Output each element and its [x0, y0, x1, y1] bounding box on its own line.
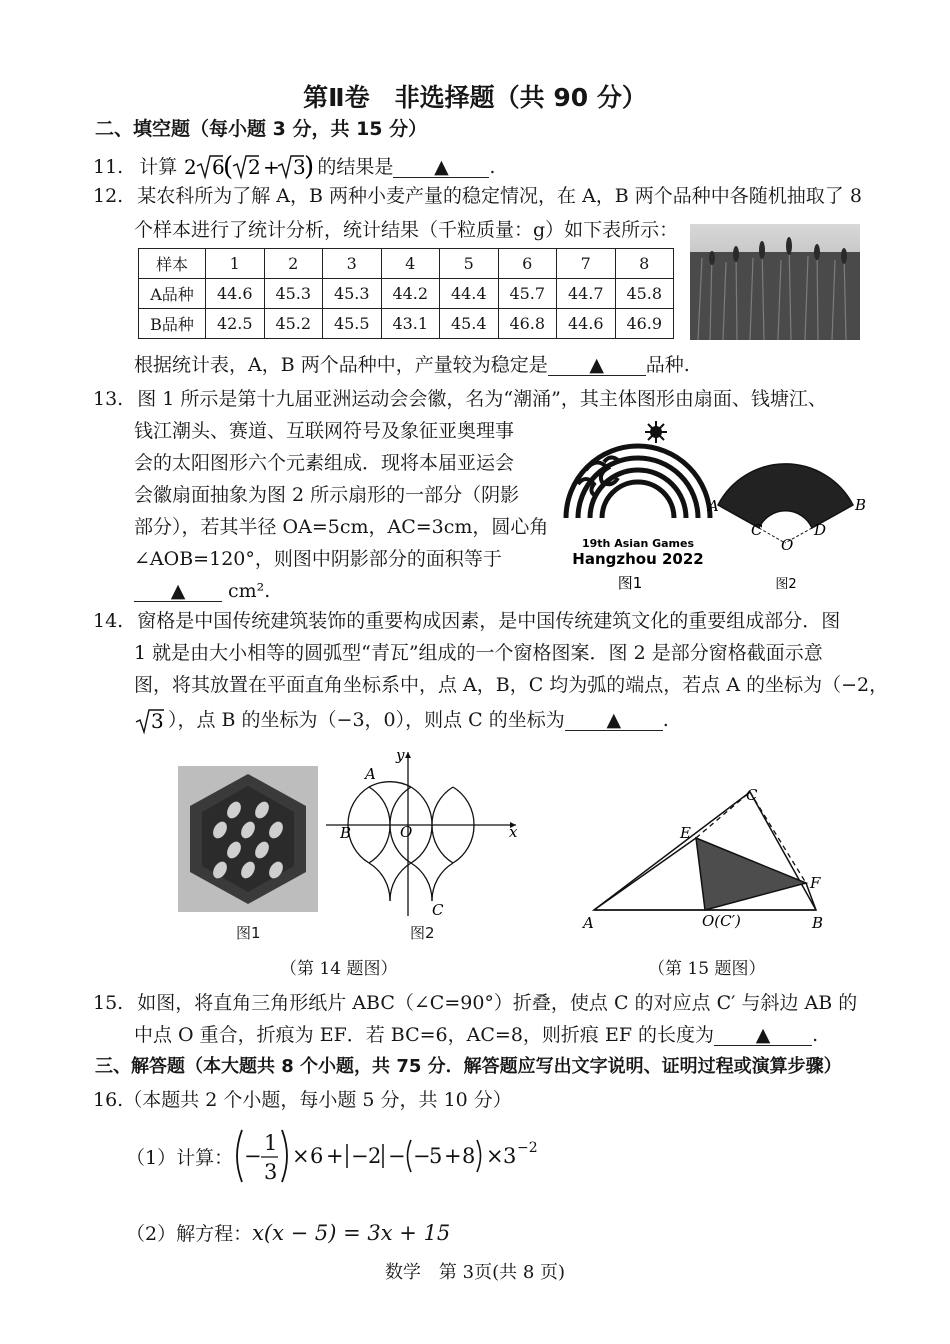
table-cell: 44.7	[557, 279, 616, 309]
question-number: 12.	[93, 185, 124, 207]
question-number: 14.	[93, 610, 124, 632]
window-lattice-photo	[178, 766, 318, 912]
q11-end: .	[489, 156, 496, 178]
label-x: x	[509, 823, 518, 841]
table-header-cell: 4	[381, 249, 440, 279]
figure-caption-q14: （第 14 题图）	[280, 959, 398, 979]
logo-text-1: 19th Asian Games	[581, 537, 695, 550]
label-A: A	[583, 914, 594, 932]
svg-text:5: 5	[429, 1144, 443, 1168]
svg-text:3: 3	[151, 709, 164, 733]
table-cell: 45.3	[264, 279, 323, 309]
q16-part1-label: （1）计算：	[126, 1147, 234, 1169]
answer-mark: ▲	[606, 709, 622, 731]
label-B: B	[812, 914, 824, 932]
label-O-C-prime: O(C′)	[702, 912, 741, 930]
q13-text-7	[134, 580, 270, 602]
label-A: A	[365, 765, 376, 783]
fan-stripes	[566, 446, 710, 518]
sector-figure	[706, 455, 866, 595]
table-cell: 45.8	[615, 279, 674, 309]
label-C: C	[746, 786, 758, 804]
svg-text:2: 2	[184, 155, 198, 179]
svg-text:−: −	[388, 1144, 406, 1168]
q13-unit: cm².	[228, 580, 271, 602]
q14-text-1: 窗格是中国传统建筑装饰的重要构成因素，是中国传统建筑文化的重要组成部分．图	[137, 610, 841, 632]
q12-text-3-pre: 根据统计表，A，B 两个品种中，产量较为稳定是	[134, 354, 548, 376]
wheat-field-photo	[690, 224, 860, 340]
table-header-cell: 5	[440, 249, 499, 279]
q15-text-2	[134, 1024, 818, 1046]
table-row	[139, 279, 674, 309]
table-header-cell: 2	[264, 249, 323, 279]
fig-caption: 图2	[410, 924, 435, 942]
section-heading-fill-in: 二、填空题（每小题 3 分，共 15 分）	[95, 118, 428, 140]
question-number: 16.	[93, 1089, 124, 1111]
answer-blank-q15	[714, 1025, 812, 1046]
answer-blank-q11	[393, 157, 489, 178]
table-cell: A品种	[139, 279, 206, 309]
q15-text-2-pre: 中点 O 重合，折痕为 EF．若 BC=6，AC=8，则折痕 EF 的长度为	[134, 1024, 715, 1046]
svg-text:1: 1	[264, 1131, 278, 1155]
question-number: 15.	[93, 992, 124, 1014]
q12-text-2: 个样本进行了统计分析，统计结果（千粒质量：g）如下表所示：	[134, 219, 679, 241]
q12-text-1: 某农科所为了解 A，B 两种小麦产量的稳定情况，在 A，B 两个品种中各随机抽取了 8	[137, 185, 862, 207]
label-F: F	[810, 874, 821, 892]
answer-mark: ▲	[170, 580, 186, 602]
sun-icon	[645, 421, 667, 443]
table-header-cell: 样本	[139, 249, 206, 279]
q11-pre: 计算	[139, 156, 178, 178]
q16-part1-expression	[230, 1122, 538, 1192]
q12-text-3	[134, 354, 690, 376]
table-header-cell: 7	[557, 249, 616, 279]
q11-expression	[183, 152, 315, 182]
answer-mark: ▲	[434, 156, 449, 178]
q15-end: .	[812, 1024, 819, 1046]
table-cell: 44.6	[206, 279, 265, 309]
svg-text:−: −	[244, 1144, 262, 1168]
q13-text-5: 部分），若其半径 OA=5cm，AC=3cm，圆心角	[134, 516, 549, 538]
table-cell: 45.3	[323, 279, 382, 309]
svg-text:×: ×	[486, 1144, 504, 1168]
table-header-cell: 8	[615, 249, 674, 279]
question-16-head	[93, 1089, 512, 1111]
label-A: A	[708, 497, 719, 515]
question-11	[93, 152, 495, 182]
table-header-cell: 1	[206, 249, 265, 279]
label-O: O	[400, 823, 413, 841]
table-cell: 46.8	[498, 309, 557, 339]
svg-text:−: −	[351, 1144, 369, 1168]
q13-text-3: 会的太阳图形六个元素组成．现将本届亚运会	[134, 452, 515, 474]
asian-games-logo-figure	[560, 418, 720, 598]
arc-petals	[348, 782, 474, 901]
svg-text:×: ×	[292, 1144, 310, 1168]
fig-caption: 图2	[775, 577, 797, 592]
svg-text:3: 3	[293, 155, 307, 179]
table-cell: 46.9	[615, 309, 674, 339]
q14-text-4	[134, 706, 669, 734]
q14-end: .	[662, 709, 669, 731]
table-cell: 45.5	[323, 309, 382, 339]
q15-text-1: 如图，将直角三角形纸片 ABC（∠C=90°）折叠，使点 C 的对应点 C′ 与斜边 AB 的	[137, 992, 858, 1014]
data-table	[138, 248, 674, 339]
table-row	[139, 309, 674, 339]
table-cell: 44.4	[440, 279, 499, 309]
q11-post: 的结果是	[317, 156, 394, 178]
label-C: C	[432, 901, 444, 919]
page-title: 第Ⅱ卷 非选择题（共 90 分）	[303, 83, 647, 112]
svg-text:−: −	[413, 1144, 431, 1168]
answer-blank-q14	[565, 710, 663, 731]
answer-blank-q12	[548, 355, 646, 376]
svg-text:2: 2	[368, 1144, 382, 1168]
fig-caption: 图1	[236, 924, 261, 942]
svg-text:3: 3	[264, 1160, 278, 1184]
page-footer: 数学 第 3页(共 8 页)	[384, 1262, 566, 1283]
label-O: O	[781, 536, 794, 554]
svg-text:): )	[304, 152, 315, 182]
q13-text-1: 图 1 所示是第十九届亚洲运动会会徽，名为“潮涌”，其主体图形由扇面、钱塘江、	[137, 388, 827, 410]
svg-text:+: +	[263, 155, 281, 179]
q14-text-4-post: ），点 B 的坐标为（−3，0），则点 C 的坐标为	[168, 709, 565, 731]
question-number: 13.	[93, 388, 124, 410]
question-13-line1	[93, 388, 827, 410]
table-cell: B品种	[139, 309, 206, 339]
label-y: y	[396, 746, 405, 764]
table-cell: 44.6	[557, 309, 616, 339]
table-row	[139, 249, 674, 279]
table-cell: 45.4	[440, 309, 499, 339]
table-cell: 42.5	[206, 309, 265, 339]
logo-text-2: Hangzhou 2022	[572, 550, 704, 568]
folded-triangle-figure	[580, 780, 840, 940]
q13-text-6: ∠AOB=120°，则图中阴影部分的面积等于	[134, 548, 502, 570]
section-heading-solve: 三、解答题（本大题共 8 个小题，共 75 分．解答题应写出文字说明、证明过程或演算步骤）	[95, 1056, 842, 1077]
label-B: B	[340, 824, 352, 842]
label-E: E	[680, 824, 691, 842]
q16-head: （本题共 2 个小题，每小题 5 分，共 10 分）	[123, 1089, 512, 1111]
svg-text:(: (	[223, 152, 234, 182]
table-cell: 44.2	[381, 279, 440, 309]
svg-text:+: +	[326, 1144, 344, 1168]
label-C: C	[751, 521, 763, 539]
sqrt3-expression	[134, 706, 168, 734]
q13-text-4: 会徽扇面抽象为图 2 所示扇形的一部分（阴影	[134, 484, 520, 506]
fig-caption: 图1	[617, 574, 643, 592]
svg-text:6: 6	[212, 155, 226, 179]
label-B: B	[855, 496, 867, 514]
q16-part2-label: （2）解方程：	[126, 1223, 253, 1245]
question-15-line1	[93, 992, 857, 1014]
svg-text:+: +	[444, 1144, 462, 1168]
svg-text:−2: −2	[517, 1140, 538, 1156]
svg-text:3: 3	[503, 1144, 517, 1168]
question-14-line1	[93, 610, 840, 632]
question-12-line1	[93, 185, 862, 207]
table-cell: 45.2	[264, 309, 323, 339]
q16-equation: x(x − 5) = 3x + 15	[252, 1221, 451, 1245]
arc-coordinate-figure	[318, 746, 524, 926]
table-cell: 43.1	[381, 309, 440, 339]
figure-caption-q15: （第 15 题图）	[648, 959, 766, 979]
svg-text:8: 8	[462, 1144, 476, 1168]
answer-mark: ▲	[755, 1024, 771, 1046]
table-header-cell: 6	[498, 249, 557, 279]
question-number: 11.	[93, 156, 124, 178]
table-cell: 45.7	[498, 279, 557, 309]
svg-text:2: 2	[248, 155, 262, 179]
label-D: D	[814, 521, 827, 539]
q12-text-3-post: 品种.	[645, 354, 690, 376]
q14-text-2: 1 就是由大小相等的圆弧型“青瓦”组成的一个窗格图案．图 2 是部分窗格截面示意	[134, 642, 823, 664]
svg-text:6: 6	[310, 1144, 324, 1168]
answer-blank-q13	[134, 581, 222, 602]
q16-part2	[126, 1222, 450, 1245]
q14-text-3: 图，将其放置在平面直角坐标系中，点 A，B，C 均为弧的端点，若点 A 的坐标为（−2，	[134, 674, 889, 696]
answer-mark: ▲	[589, 354, 605, 376]
q13-text-2: 钱江潮头、赛道、互联网符号及象征亚奥理事	[134, 420, 515, 442]
table-header-cell: 3	[323, 249, 382, 279]
